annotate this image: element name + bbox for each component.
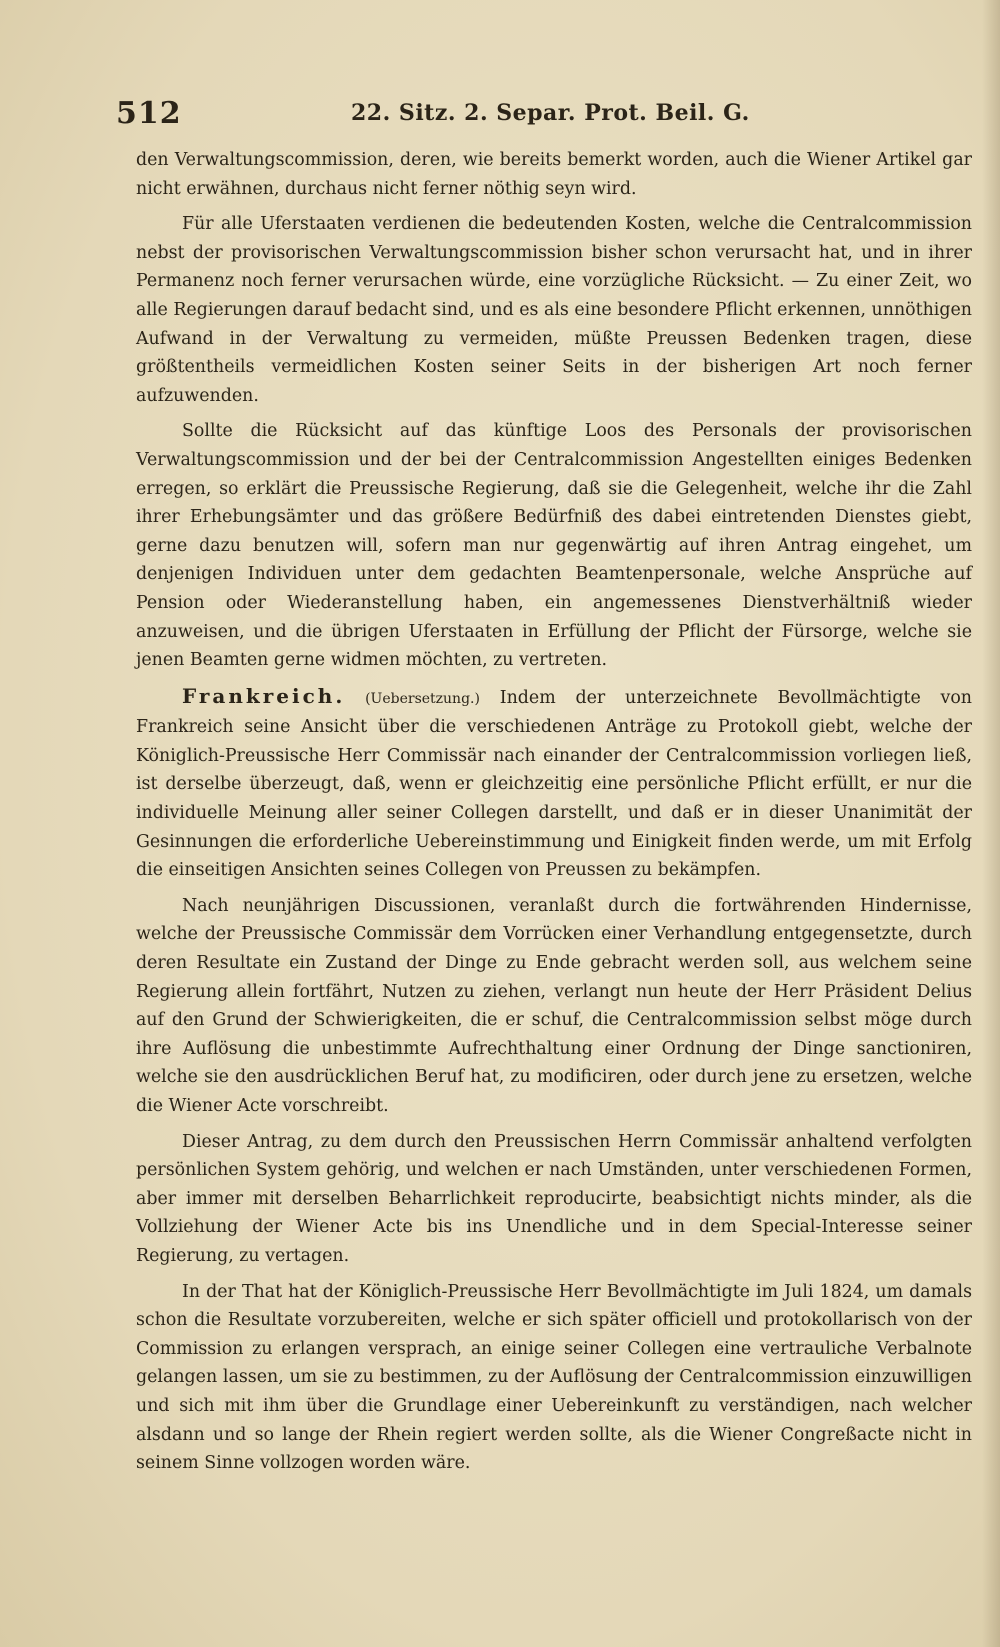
paragraph-text: Sollte die Rücksicht auf das künftige Loos des Personals der provisorischen Verwaltungscommission und der bei der Centralcommission Angestellten einiges Bedenken erregen, so erklärt die Preussische Regierung, daß sie die Gelegenheit, welche ihr die Zahl ihrer Erhebungsämter und das größere Bedürfniß des dabei eintretenden Dienstes giebt, gerne dazu benutzen will, sofern man nur gegenwärtig auf ihren Antrag eingehet, um denjenigen Individuen unter dem gedachten Beamtenpersonale, welche Ansprüche auf Pension oder Wiederanstellung haben, ein angemessenes Dienstverhältniß wieder anzuweisen, und die übrigen Uferstaaten in Erfüllung der Pflicht der Fürsorge, welche sie jenen Beamten gerne widmen möchten, zu vertreten. bbox=[136, 421, 972, 671]
section-lead-country: Frankreich. bbox=[182, 683, 346, 708]
page-edge-shadow bbox=[982, 0, 1000, 1647]
paragraph-text: Indem der unterzeichnete Bevollmächtigte von Frankreich seine Ansicht über die verschiedenen Anträge zu Protokoll giebt, welche der Königlich-Preussische Herr Commissär nach einander der Centralcommission vorliegen ließ, ist derselbe überzeugt, daß, wenn er gleichzeitig eine persönliche Pflicht erfüllt, er nur die individuelle Meinung aller seiner Collegen darstellt, und daß er in dieser Unanimität der Gesinnungen die erforderliche Uebereinstimmung und Einigkeit finden werde, um mit Erfolg die einseitigen Ansichten seines Collegen von Preussen zu bekämpfen. bbox=[136, 687, 973, 881]
paragraph-6 bbox=[136, 1128, 972, 1271]
paragraph-4 bbox=[136, 682, 972, 885]
body-text bbox=[136, 146, 972, 1485]
paragraph-text: Dieser Antrag, zu dem durch den Preussischen Herrn Commissär anhaltend verfolgten persönlichen System gehörig, und welchen er nach Umständen, unter verschiedenen Formen, aber immer mit derselben Beharrlichkeit reproducirte, beabsichtigt nichts minder, als die Vollziehung der Wiener Acte bis ins Unendliche und in dem Special-Interesse seiner Regierung, zu vertagen. bbox=[136, 1131, 972, 1266]
page-number: 512 bbox=[116, 96, 182, 131]
paragraph-5 bbox=[136, 892, 972, 1121]
paragraph-7 bbox=[136, 1278, 972, 1478]
running-head: 22. Sitz. 2. Separ. Prot. Beil. G. bbox=[351, 100, 750, 126]
paragraph-text: den Verwaltungscommission, deren, wie bereits bemerkt worden, auch die Wiener Artikel gar nicht erwähnen, durchaus nicht ferner nöthig seyn wird. bbox=[136, 150, 972, 199]
paragraph-3 bbox=[136, 417, 972, 674]
paragraph-text: In der That hat der Königlich-Preussische Herr Bevollmächtigte im Juli 1824, um damals schon die Resultate vorzubereiten, welche er sich später officiell und protokollarisch von der Commission zu erlangen versprach, an einige seiner Collegen eine vertrauliche Verbalnote gelangen lassen, um sie zu bestimmen, zu der Auflösung der Centralcommission einzuwilligen und sich mit ihm über die Grundlage einer Uebereinkunft zu verständigen, nach welcher alsdann und so lange der Rhein regiert werden sollte, als die Wiener Congreßacte nicht in seinem Sinne vollzogen worden wäre. bbox=[136, 1281, 972, 1474]
paragraph-2 bbox=[136, 210, 972, 410]
translation-note: (Uebersetzung.) bbox=[365, 690, 480, 707]
paragraph-text: Nach neunjährigen Discussionen, veranlaßt durch die fortwährenden Hindernisse, welche der Preussische Commissär dem Vorrücken einer Verhandlung entgegensetzte, durch deren Resultate ein Zustand der Dinge zu Ende gebracht werden soll, aus welchem seine Regierung allein fortfährt, Nutzen zu ziehen, verlangt nun heute der Herr Präsident Delius auf den Grund der Schwierigkeiten, die er schuf, die Centralcommission selbst möge durch ihre Auflösung die unbestimmte Aufrechthaltung einer Ordnung der Dinge sanctioniren, welche sie den ausdrücklichen Beruf hat, zu modificiren, oder durch jene zu ersetzen, welche die Wiener Acte vorschreibt. bbox=[136, 895, 972, 1116]
paragraph-text: Für alle Uferstaaten verdienen die bedeutenden Kosten, welche die Centralcommission nebst der provisorischen Verwaltungscommission bisher schon verursacht hat, und in ihrer Permanenz noch ferner verursachen würde, eine vorzügliche Rücksicht. — Zu einer Zeit, wo alle Regierungen darauf bedacht sind, und es als eine besondere Pflicht erkennen, unnöthigen Aufwand in der Verwaltung zu vermeiden, müßte Preussen Bedenken tragen, diese größtentheils vermeidlichen Kosten seiner Seits in der bisherigen Art noch ferner aufzuwenden. bbox=[136, 214, 972, 406]
paragraph-1 bbox=[136, 146, 972, 203]
page-header bbox=[116, 96, 946, 136]
